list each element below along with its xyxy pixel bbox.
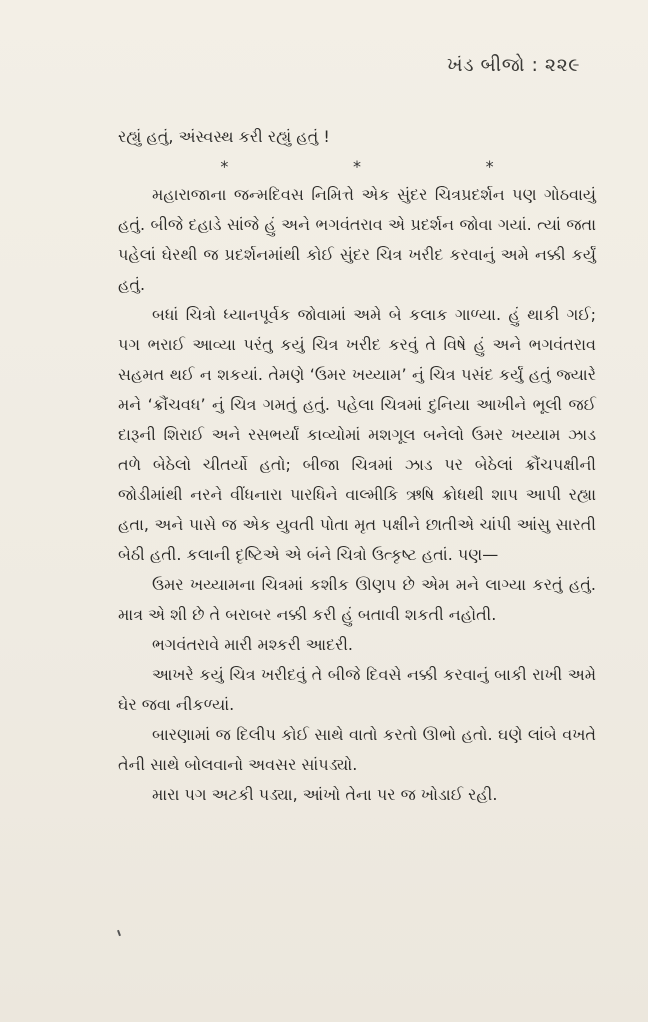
paragraph: મારા પગ અટકી પડ્યા, આંખો તેના પર જ ખોડાઈ રહી. xyxy=(152,785,498,804)
paragraph: ઉમર ખય્યામના ચિત્રમાં કશીક ઊણપ છે એમ મને લાગ્યા કરતું હતું. માત્ર એ શી છે તે બરાબર નક્કી કરી હું બતાવી શકતી નહોતી. xyxy=(118,575,596,624)
separator-asterisk: * xyxy=(352,157,361,176)
separator-asterisk: * xyxy=(485,157,494,176)
paragraph-continued: રહ્યું હતું, અંસ્વસ્થ કરી રહ્યું હતું ! xyxy=(118,127,330,146)
paragraph: બધાં ચિત્રો ધ્યાનપૂર્વક જોવામાં અમે બે કલાક ગાળ્યા. હું થાકી ગઈ; પગ ભરાઈ આવ્યા પરંતુ કયું ચિત્ર ખરીદ કરવું તે વિષે હું અને ભગવંતરાવ સહમત થઈ ન શકયાં. તેમણે ‘ઉમર ખય્યામ’ નું ચિત્ર પસંદ કર્યું હતું જ્યારે મને ‘ક્રૌંચવધ’ નું ચિત્ર ગમતું હતું. પહેલા ચિત્રમાં દુનિયા આખીને ભૂલી જઈ દારૂની શિરાઈ અને રસભર્યાં કાવ્યોમાં મશગૂલ બનેલો ઉમર ખય્યામ ઝાડ તળે બેઠેલો ચીતર્યો હતો; બીજા ચિત્રમાં ઝાડ પર બેઠેલાં ક્રૌંચપક્ષીની જોડીમાંથી નરને વીંધનારા પારધિને વાલ્મીકિ ઋષિ ક્રોધથી શાપ આપી રહ્યા હતા, અને પાસે જ એક યુવતી પોતા મૃત પક્ષીને છાતીએ ચાંપી આંસુ સારતી બેઠી હતી. કલાની દૃષ્ટિએ એ બંને ચિત્રો ઉત્કૃષ્ટ હતાં. પણ— xyxy=(118,305,596,564)
section-separator xyxy=(118,154,596,180)
paragraph: ભગવંતરાવે મારી મશ્કરી આદરી. xyxy=(152,635,354,654)
paper-speck xyxy=(117,930,121,936)
separator-asterisk: * xyxy=(220,157,229,176)
paragraph: આખરે કયું ચિત્ર ખરીદવું તે બીજે દિવસે નક્કી કરવાનું બાકી રાખી અમે ઘેર જવા નીકળ્યાં. xyxy=(118,665,596,714)
running-head: ખંડ બીજો : ૨૨૯ xyxy=(446,54,580,76)
paragraph: બારણામાં જ દિલીપ કોઈ સાથે વાતો કરતો ઊભો હતો. ઘણે લાંબે વખતે તેની સાથે બોલવાનો અવસર સાંપડ્યો. xyxy=(118,725,596,774)
paragraph: મહારાજાના જન્મદિવસ નિમિત્તે એક સુંદર ચિત્રપ્રદર્શન પણ ગોઠવાયું હતું. બીજે દહાડે સાંજે હું અને ભગવંતરાવ એ પ્રદર્શન જોવા ગયાં. ત્યાં જતા પહેલાં ઘેરથી જ પ્રદર્શનમાંથી કોઈ સુંદર ચિત્ર ખરીદ કરવાનું અમે નક્કી કર્યું હતું. xyxy=(118,185,596,294)
body-text xyxy=(118,122,596,810)
